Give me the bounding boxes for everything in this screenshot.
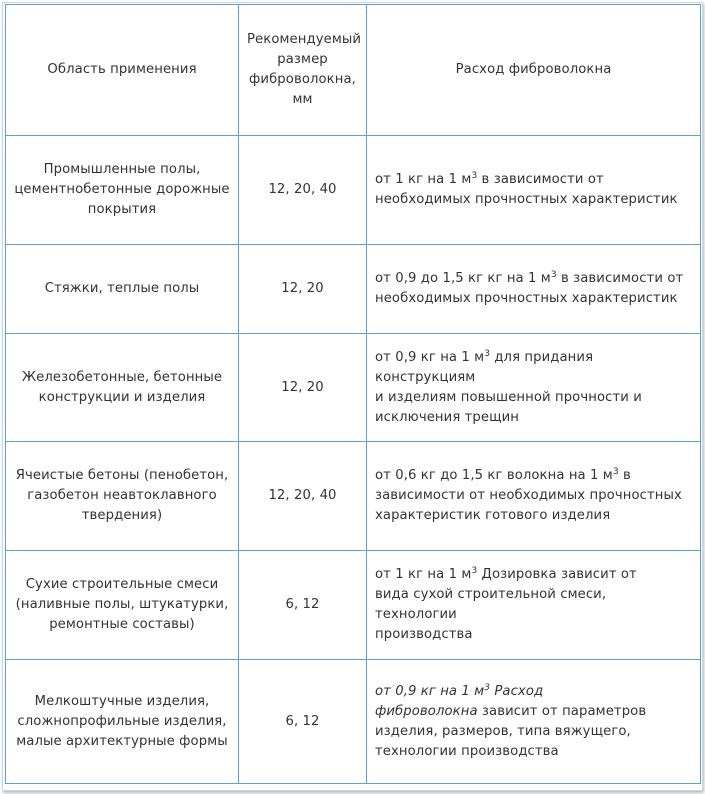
table-row <box>6 136 701 245</box>
consumption-text: от 1 кг на 1 м <box>375 567 472 582</box>
header-fiber-size-line: фиброволокна, <box>249 72 356 87</box>
fiber-size-value: 12, 20, 40 <box>268 488 337 503</box>
cubic-superscript: 3 <box>471 566 478 576</box>
area-line: твердения) <box>81 508 163 523</box>
area-line: Ячеистые бетоны (пенобетон, <box>15 468 229 483</box>
fiber-size-value: 12, 20, 40 <box>268 182 337 197</box>
fiber-size-cell <box>239 660 367 784</box>
fiber-size-value: 12, 20 <box>281 281 324 296</box>
fiber-size-value: 6, 12 <box>285 597 320 612</box>
area-line: (наливные полы, штукатурки, <box>15 597 229 612</box>
area-line: сложнопрофильные изделия, <box>17 713 227 729</box>
consumption-cell <box>367 660 701 784</box>
header-fiber-consumption <box>367 5 701 136</box>
area-line: Сухие строительные смеси <box>25 577 219 592</box>
consumption-text: от 0,9 кг на 1 м <box>375 683 485 699</box>
consumption-text: Дозировка зависит от <box>477 567 637 582</box>
consumption-cell <box>367 245 701 334</box>
header-fiber-consumption-text: Расход фиброволокна <box>455 62 612 77</box>
consumption-line <box>375 269 692 289</box>
consumption-text: для придания конструкциям <box>375 349 594 385</box>
area-line: Промышленные полы, <box>43 162 201 177</box>
header-fiber-size <box>239 5 367 136</box>
application-area-cell <box>6 442 239 551</box>
table-row <box>6 334 701 442</box>
fiber-size-cell <box>239 551 367 660</box>
consumption-text: зависит от параметров <box>477 703 647 719</box>
fiber-size-value: 6, 12 <box>285 713 320 729</box>
area-line: малые архитектурные формы <box>16 733 228 749</box>
consumption-line <box>375 466 692 486</box>
consumption-line: вида сухой строительной смеси, технологии <box>375 587 607 622</box>
fiber-size-cell <box>239 442 367 551</box>
header-fiber-size-line: Рекомендуемый <box>247 32 362 47</box>
consumption-cell <box>367 334 701 442</box>
consumption-line: и изделиям повышенной прочности и <box>375 389 642 405</box>
consumption-line <box>375 170 692 190</box>
header-application-area-text: Область применения <box>47 62 197 77</box>
consumption-line: необходимых прочностных характеристик <box>375 192 678 207</box>
table-header-row <box>6 5 701 136</box>
consumption-line <box>375 682 692 702</box>
header-application-area <box>6 5 239 136</box>
consumption-line: изделия, размеров, типа вяжущего, <box>375 723 631 739</box>
consumption-text: в <box>618 468 631 483</box>
application-area-cell <box>6 334 239 442</box>
fiber-usage-table <box>5 4 701 784</box>
fiber-size-value: 12, 20 <box>281 379 324 395</box>
area-line: покрытия <box>87 202 157 217</box>
consumption-line: исключения трещин <box>375 409 520 425</box>
application-area-cell <box>6 136 239 245</box>
consumption-text: от 0,9 до 1,5 кг кг на 1 м <box>375 271 551 286</box>
consumption-cell <box>367 136 701 245</box>
area-line: ремонтные составы) <box>49 617 195 632</box>
area-line: Стяжки, теплые полы <box>44 281 200 296</box>
consumption-text: в зависимости от <box>556 271 684 286</box>
consumption-line: необходимых прочностных характеристик <box>375 291 678 306</box>
cubic-superscript: 3 <box>612 467 619 477</box>
consumption-line: производства <box>375 627 473 642</box>
consumption-text: от 1 кг на 1 м <box>375 172 472 187</box>
consumption-line <box>375 702 692 722</box>
cubic-superscript: 3 <box>550 270 557 280</box>
consumption-line: технологии производства <box>375 743 559 759</box>
consumption-line: зависимости от необходимых прочностных <box>375 488 682 503</box>
fiber-size-cell <box>239 245 367 334</box>
table-row <box>6 442 701 551</box>
cubic-superscript: 3 <box>484 682 491 693</box>
application-area-cell <box>6 660 239 784</box>
fiber-size-cell <box>239 334 367 442</box>
header-fiber-size-line: размер <box>277 52 328 67</box>
area-line: Мелкоштучные изделия, <box>34 693 210 709</box>
table-row <box>6 660 701 784</box>
table-row <box>6 551 701 660</box>
area-line: газобетон неавтоклавного <box>27 488 217 503</box>
area-line: Железобетонные, бетонные <box>21 369 223 385</box>
consumption-cell <box>367 551 701 660</box>
consumption-text: от 0,9 кг на 1 м <box>375 349 485 365</box>
consumption-text: Расход <box>490 683 544 699</box>
consumption-line: характеристик готового изделия <box>375 508 611 523</box>
fiber-size-cell <box>239 136 367 245</box>
consumption-line <box>375 565 692 585</box>
consumption-text: от 0,6 кг до 1,5 кг волокна на 1 м <box>375 468 613 483</box>
area-line: цементнобетонные дорожные <box>14 182 230 197</box>
consumption-line <box>375 348 692 388</box>
consumption-cell <box>367 442 701 551</box>
area-line: конструкции и изделия <box>38 389 206 405</box>
application-area-cell <box>6 551 239 660</box>
application-area-cell <box>6 245 239 334</box>
consumption-text: фиброволокна <box>375 703 478 719</box>
cubic-superscript: 3 <box>471 171 478 181</box>
consumption-text: в зависимости от <box>477 172 604 187</box>
header-fiber-size-line: мм <box>292 92 313 107</box>
table-row <box>6 245 701 334</box>
cubic-superscript: 3 <box>484 348 491 359</box>
